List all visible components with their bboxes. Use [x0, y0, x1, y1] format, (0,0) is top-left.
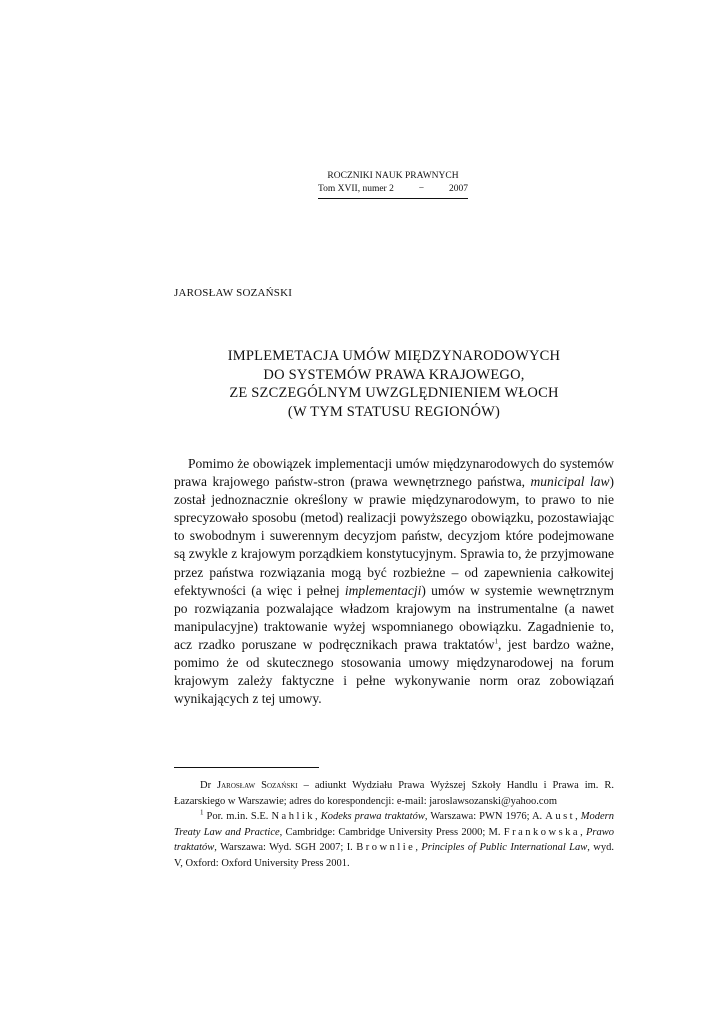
- footnotes: [174, 778, 614, 872]
- article-author: JAROSŁAW SOZAŃSKI: [174, 287, 293, 299]
- cited-title: Prawo traktatów: [174, 826, 615, 854]
- footnote-divider: [174, 767, 319, 768]
- author-name: Jarosław Sozański: [217, 780, 298, 791]
- title-line: IMPLEMETACJA UMÓW MIĘDZYNARODOWYCH: [227, 348, 561, 364]
- text-run: , Cambridge: Cambridge University Press 2000; M.: [279, 826, 504, 838]
- footnote-1: [174, 809, 614, 871]
- author-footnote: [174, 778, 614, 809]
- cited-title: Kodeks prawa traktatów: [320, 811, 425, 823]
- journal-volume: Tom XVII, numer 2: [318, 184, 394, 194]
- italic-term: implementacji: [344, 582, 422, 598]
- text-run: Por. m.in. S.E.: [203, 811, 272, 823]
- text-run: ,: [575, 811, 581, 823]
- cited-author: Frankowska: [503, 826, 581, 838]
- journal-year: 2007: [449, 184, 468, 194]
- title-line: ZE SZCZEGÓLNYM UWZGLĘDNIENIEM WŁOCH: [229, 385, 559, 401]
- text-run: Dr: [200, 780, 218, 791]
- journal-name: ROCZNIKI NAUK PRAWNYCH: [327, 171, 459, 181]
- article-title: [174, 347, 614, 421]
- title-line: (W TYM STATUSU REGIONÓW): [287, 403, 501, 420]
- journal-header: [318, 170, 468, 199]
- text-run: ,: [415, 842, 422, 854]
- body-text: [174, 455, 614, 708]
- title-line: DO SYSTEMÓW PRAWA KRAJOWEGO,: [263, 366, 525, 383]
- footnote-number: 1: [200, 808, 204, 817]
- text-run: , Warszawa: Wyd. SGH 2007; I.: [214, 842, 357, 854]
- footnote-marker[interactable]: 1: [494, 637, 498, 646]
- journal-dash: −: [418, 184, 425, 194]
- paragraph: [174, 455, 614, 708]
- cited-title: Principles of Public International Law: [421, 842, 588, 854]
- text-run: – adiunkt Wydziału Prawa Wyższej Szkoły Handlu i Prawa im. R. Łazarskiego w Warszawie; adres do korespondencji: e-mail: jaroslawsozanski@yahoo.com: [174, 780, 614, 807]
- journal-meta: [318, 183, 468, 199]
- italic-term: municipal law: [530, 474, 610, 490]
- cited-title: Modern Treaty Law and Practice: [174, 811, 615, 838]
- text-run: , wyd. V, Oxford: Oxford University Press 2001.: [174, 842, 614, 869]
- cited-author: Brownlie: [356, 842, 416, 854]
- text-run: ,: [580, 826, 586, 838]
- text-run: , Warszawa: PWN 1976; A.: [424, 811, 546, 823]
- text-run: , jest bardzo ważne, pomimo że od skutecznego stosowania umowy międzynarodowej na forum krajowym zależy faktyczne i pełne wykonywanie norm oraz zobowiązań wynikających z tej umowy.: [174, 636, 614, 707]
- text-run: Pomimo że obowiązek implementacji umów międzynarodowych do systemów prawa krajowego państw-stron (prawa wewnętrznego państwa,: [174, 456, 614, 490]
- cited-author: Nahlik: [271, 811, 316, 823]
- text-run: ) został jednoznacznie określony w prawie międzynarodowym, to prawo to nie sprecyzowało sposobu (metod) realizacji powyższego obowiązku, pozostawiając to swobodnym i suwerennym decyzjom państw, decyzjom które podejmowane są zwykle z krajowym porządkiem konstytucyjnym. Sprawia to, że przyjmowane przez państwa rozwiązania mogą być rozbieżne – od zapewnienia całkowitej efektywności (a więc i pełnej: [174, 474, 614, 598]
- text-run: ) umów w systemie wewnętrznym po rozwiązania pozwalające władzom krajowym na instrumentalne (a nawet manipulacyjne) traktowanie wyżej wspomnianego obowiązku. Zagadnienie to, acz rzadko poruszane w podręcznikach prawa traktatów: [174, 582, 614, 652]
- text-run: ,: [315, 811, 321, 823]
- cited-author: Aust: [545, 811, 576, 823]
